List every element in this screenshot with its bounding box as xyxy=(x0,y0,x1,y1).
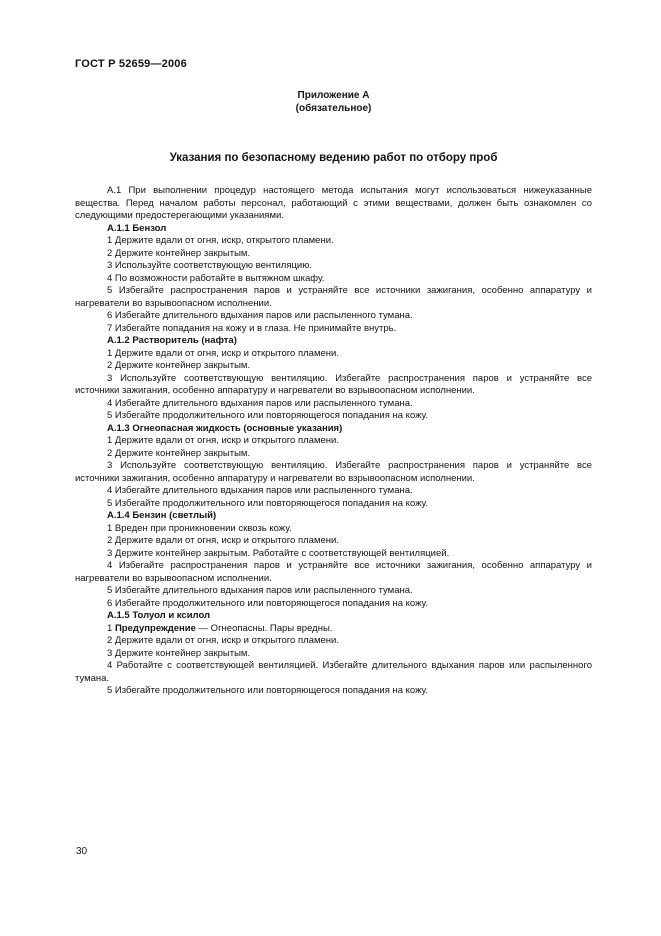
list-item: 3 Используйте соответствующую вентиляцию. Избегайте распространения паров и устраняйте все источники зажигания, особенно аппаратуру и нагреватели во взрывоопасном исполнении. xyxy=(75,460,592,484)
list-item: 4 Избегайте длительного вдыхания паров или распыленного тумана. xyxy=(107,397,413,409)
intro-paragraph: А.1 При выполнении процедур настоящего метода испытания могут использоваться нижеуказанные вещества. Перед началом работы персонал, работающий с этими веществами, должен быть ознакомлен со следующими предостерегающими указаниями. xyxy=(75,185,592,221)
list-item: 4 Избегайте длительного вдыхания паров или распыленного тумана. xyxy=(107,485,413,496)
list-item: 4 По возможности работайте в вытяжном шкафу. xyxy=(107,272,325,284)
list-item: 3 Используйте соответствующую вентиляцию. Избегайте распространения паров и устраняйте все источники зажигания, особенно аппаратуру и нагреватели во взрывоопасном исполнении. xyxy=(75,372,592,396)
section-heading: А.1.5 Толуол и ксилол xyxy=(107,610,211,621)
document-content xyxy=(75,58,592,698)
list-item: 3 Держите контейнер закрытым. Работайте с соответствующей вентиляцией. xyxy=(107,547,450,559)
list-item: 4 Избегайте распространения паров и устраняйте все источники зажигания, особенно аппаратуру и нагреватели во взрывоопасном исполнении. xyxy=(75,560,592,584)
section-heading: А.1.3 Огнеопасная жидкость (основные указания) xyxy=(107,422,343,434)
appendix-note: (обязательное) xyxy=(295,103,372,114)
list-item: 1 Предупреждение — Огнеопасны. Пары вредны. xyxy=(107,622,333,634)
list-item: 7 Избегайте попадания на кожу и в глаза. Не принимайте внутрь. xyxy=(107,322,397,334)
list-item: 6 Избегайте продолжительного или повторяющегося попадания на кожу. xyxy=(107,597,429,609)
list-item: 5 Избегайте продолжительного или повторяющегося попадания на кожу. xyxy=(107,410,429,421)
list-item: 1 Вреден при проникновении сквозь кожу. xyxy=(107,522,292,534)
sections-container xyxy=(75,185,592,698)
list-item: 5 Избегайте длительного вдыхания паров или распыленного тумана. xyxy=(107,585,413,596)
document-title: Указания по безопасному ведению работ по отбору проб xyxy=(169,152,498,164)
list-item: 2 Держите контейнер закрытым. xyxy=(107,360,251,371)
list-item: 5 Избегайте распространения паров и устраняйте все источники зажигания, особенно аппаратуру и нагреватели во взрывоопасном исполнении. xyxy=(75,285,592,309)
list-item: 2 Держите контейнер закрытым. xyxy=(107,247,251,259)
page-number: 30 xyxy=(76,846,88,857)
section-heading: А.1.1 Бензол xyxy=(107,222,167,234)
list-item: 6 Избегайте длительного вдыхания паров или распыленного тумана. xyxy=(107,310,413,321)
list-item: 4 Работайте с соответствующей вентиляцией. Избегайте длительного вдыхания паров или распыленного тумана. xyxy=(75,660,592,684)
list-item: 1 Держите вдали от огня, искр, открытого пламени. xyxy=(107,235,334,246)
appendix-label: Приложение А xyxy=(297,90,370,101)
list-item: 2 Держите вдали от огня, искр и открытого пламени. xyxy=(107,535,339,546)
section-heading: А.1.2 Растворитель (нафта) xyxy=(107,335,237,346)
list-item: 1 Держите вдали от огня, искр и открытого пламени. xyxy=(107,347,339,359)
standard-number: ГОСТ Р 52659—2006 xyxy=(75,58,187,70)
list-item: 2 Держите контейнер закрытым. xyxy=(107,447,251,459)
list-item: 2 Держите вдали от огня, искр и открытого пламени. xyxy=(107,635,339,646)
list-item: 3 Используйте соответствующую вентиляцию. xyxy=(107,260,312,271)
list-item: 3 Держите контейнер закрытым. xyxy=(107,647,251,659)
list-item: 5 Избегайте продолжительного или повторяющегося попадания на кожу. xyxy=(107,497,429,509)
list-item: 5 Избегайте продолжительного или повторяющегося попадания на кожу. xyxy=(107,685,429,696)
section-heading: А.1.4 Бензин (светлый) xyxy=(107,510,217,521)
list-item: 1 Держите вдали от огня, искр и открытого пламени. xyxy=(107,435,339,446)
